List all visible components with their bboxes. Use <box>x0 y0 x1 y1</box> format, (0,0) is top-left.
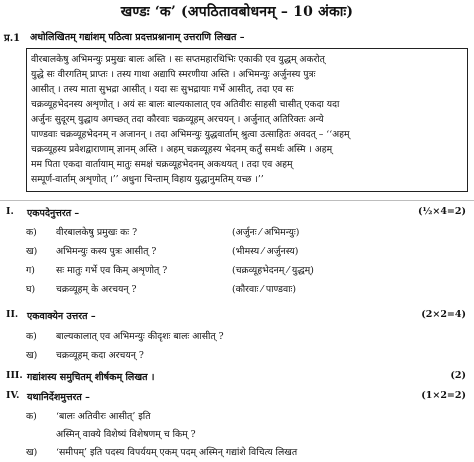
item-question: बाल्यकालात् एव अभिमन्युः कीदृशः बालः आसीत् ? <box>56 331 224 342</box>
item-label: ख) <box>26 350 38 361</box>
section-number: II. <box>6 309 19 320</box>
item-question: सः मातुः गर्भे एव किम् अशृणोत् ? <box>56 265 168 276</box>
item-options: (चक्रव्यूहभेदनम् ⁄ युद्धम्) <box>232 265 314 276</box>
question-heading: अधोलिखितम् गद्यांशम् पठित्वा प्रदत्तप्रश्नानाम् उत्तराणि लिखत – <box>30 32 245 43</box>
item-label: क) <box>26 227 37 238</box>
item-options: (कौरवाः ⁄ पाण्डवाः) <box>232 284 297 295</box>
item-question: अस्मिन् वाक्ये विशेष्यं विशेषणम् च किम् ? <box>56 429 196 440</box>
item-label: घ) <box>26 284 36 295</box>
divider <box>0 200 474 201</box>
section-number: III. <box>6 370 23 381</box>
section-heading: एकवाक्येन उत्तरत – <box>27 311 96 322</box>
item-label: ग) <box>26 265 35 276</box>
passage-line: वीरबालकेषु अभिमन्युः प्रमुखः बालः अस्ति । सः सप्तमहारथिभिः एकाकी एव युद्धम् अकरोत् <box>31 54 325 65</box>
item-options: (भीमस्य ⁄ अर्जुनस्य) <box>232 246 299 257</box>
section-marks: (1×2=2) <box>421 390 466 401</box>
item-question: चक्रव्यूहम् कदा अरचयन् ? <box>56 350 144 361</box>
passage-line: चक्रव्यूहभेदनस्य अशृणोत् । अयं सः बालः बाल्यकालात् एव अतिवीरः साहसी चासीत् एकदा यदा <box>31 99 340 110</box>
passage-line: सम्पूर्ण-वार्ताम् अशृणोत् ।’’ अधुना चिन्ताम् विहाय युद्धानुमतिम् यच्छ ।’’ <box>31 174 264 185</box>
section-marks: (2) <box>450 370 466 381</box>
passage-line: मम पिता एकदा वार्तायाम् मातुः समक्षं चक्रव्यूहभेदनम् अकथयत् । तदा एव अहम् <box>31 159 293 170</box>
section-heading: यथानिर्देशमुत्तरत – <box>27 392 90 403</box>
item-options: (अर्जुनः ⁄ अभिमन्युः) <box>232 227 300 238</box>
section-heading: गद्यांशस्य समुचितम् शीर्षकम् लिखत । <box>27 372 155 383</box>
item-label: क) <box>26 411 37 422</box>
item-label: ख) <box>26 447 38 458</box>
item-question: ‘समीपम्’ इति पदस्य विपर्ययम् एकम् पदम् अस्मिन् गद्यांशे विचित्य लिखत <box>56 447 298 458</box>
passage-line: आसीत् । तस्य माता सुभद्रा आसीत् । यदा सः सुभद्रायाः गर्भे आसीत्, तदा एव सः <box>31 84 294 95</box>
section-marks: (2×2=4) <box>421 309 466 320</box>
item-question: अभिमन्युः कस्य पुत्रः आसीत् ? <box>56 246 157 257</box>
item-label: क) <box>26 331 37 342</box>
item-question: ‘बालः अतिवीरः आसीत्’ इति <box>56 411 151 422</box>
passage-line: युद्धे सः वीरगतिम् प्राप्तः । तस्य गाथा अद्यापि स्मरणीया अस्ति । अभिमन्युः अर्जुनस्य पुत्रः <box>31 69 316 80</box>
item-question: चक्रव्यूहम् के अरचयन् ? <box>56 284 137 295</box>
item-label: ख) <box>26 246 38 257</box>
passage-line: पाण्डवाः चक्रव्यूहभेदनम् न अजानन् । तदा अभिमन्युः युद्धवार्ताम् श्रुत्वा उत्साहितः अवदत् – ‘‘अहम् <box>31 129 350 140</box>
section-number: I. <box>6 206 14 217</box>
section-title: खण्डः ‘क’ (अपठितावबोधनम् – 10 अंकाः) <box>120 4 354 20</box>
section-marks: (½×4=2) <box>417 206 466 217</box>
section-heading: एकपदेनुत्तरत – <box>27 208 80 219</box>
question-number: प्र.1 <box>4 33 21 44</box>
section-number: IV. <box>6 390 20 401</box>
passage-line: अर्जुनः सुदूरम् युद्धाय अगच्छत् तदा कौरवाः चक्रव्यूहम् अरचयन् । अर्जुनात् अतिरिक्तः अन्ये <box>31 114 324 125</box>
passage-line: चक्रव्यूहस्य प्रवेशद्वाराणाम् ज्ञानम् अस्ति । अहम् चक्रव्यूहस्य भेदनम् कर्तुं समर्थः अस्मि । अहम् <box>31 144 333 155</box>
item-question: वीरबालकेषु प्रमुखः कः ? <box>56 227 138 238</box>
